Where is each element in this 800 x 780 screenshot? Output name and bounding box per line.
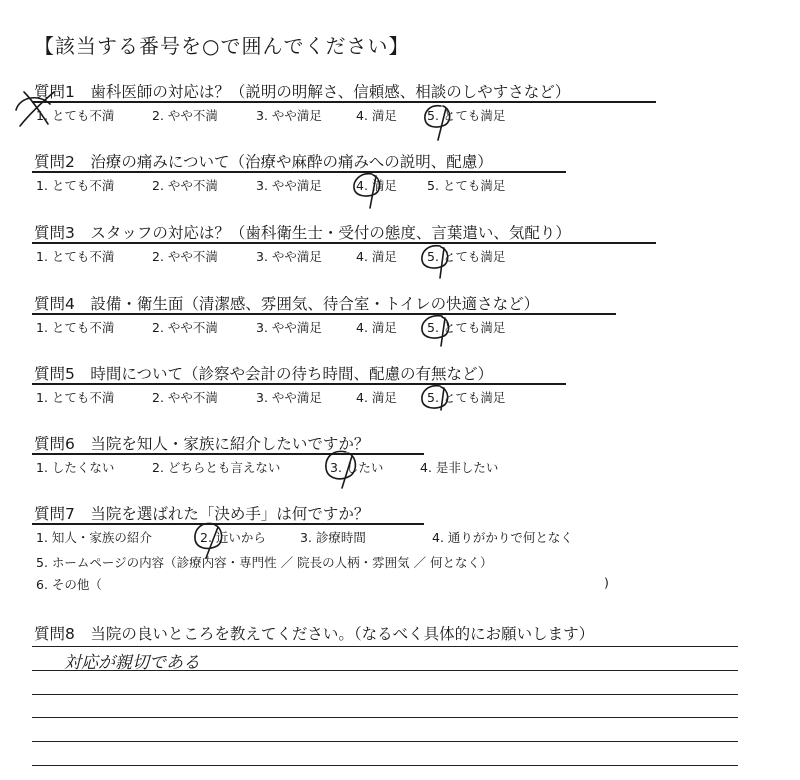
q6-option-3[interactable]: 3. したい — [330, 460, 384, 475]
q7-option-4[interactable]: 4. 通りがかりで何となく — [432, 530, 573, 545]
q1-selection-circle — [425, 106, 450, 140]
q3-selection-circle — [422, 246, 448, 278]
q5-option-5[interactable]: 5. とても満足 — [427, 390, 506, 405]
q2-option-2[interactable]: 2. やや不満 — [152, 178, 218, 193]
q4-option-1[interactable]: 1. とても不満 — [36, 320, 115, 335]
question-4-label: 質問4 設備・衛生面（清潔感、雰囲気、待合室・トイレの快適さなど） — [34, 295, 540, 313]
q5-selection-circle — [422, 386, 448, 410]
q4-option-5[interactable]: 5. とても満足 — [427, 320, 506, 335]
q2-option-3[interactable]: 3. やや満足 — [256, 178, 322, 193]
q5-option-2[interactable]: 2. やや不満 — [152, 390, 218, 405]
q6-option-2[interactable]: 2. どちらとも言えない — [152, 460, 281, 475]
q4-selection-circle — [422, 316, 449, 346]
q7-option-5[interactable]: 5. ホームページの内容（診療内容・専門性 ／ 院長の人柄・雰囲気 ／ 何となく） — [36, 555, 493, 570]
q4-option-2[interactable]: 2. やや不満 — [152, 320, 218, 335]
q1-crossout-mark — [16, 92, 54, 126]
question-7-label: 質問7 当院を選ばれた「決め手」は何ですか？ — [34, 505, 370, 523]
q1-option-4[interactable]: 4. 満足 — [356, 108, 397, 123]
q3-option-3[interactable]: 3. やや満足 — [256, 249, 322, 264]
q7-option-3[interactable]: 3. 診療時間 — [300, 530, 366, 545]
q5-option-4[interactable]: 4. 満足 — [356, 390, 397, 405]
q6-selection-circle — [326, 451, 356, 488]
q7-option-1[interactable]: 1. 知人・家族の紹介 — [36, 530, 152, 545]
q2-selection-circle — [354, 174, 380, 208]
q2-option-4[interactable]: 4. 満足 — [356, 178, 397, 193]
q1-option-2[interactable]: 2. やや不満 — [152, 108, 218, 123]
q3-option-5[interactable]: 5. とても満足 — [427, 249, 506, 264]
q3-option-1[interactable]: 1. とても不満 — [36, 249, 115, 264]
question-6-label: 質問6 当院を知人・家族に紹介したいですか？ — [34, 435, 370, 453]
q7-option-2[interactable]: 2. 近いから — [200, 530, 266, 545]
q3-option-2[interactable]: 2. やや不満 — [152, 249, 218, 264]
form-title: 【該当する番号を○で囲んでください】 — [34, 34, 410, 58]
q3-option-4[interactable]: 4. 満足 — [356, 249, 397, 264]
question-2-label: 質問2 治療の痛みについて（治療や麻酔の痛みへの説明、配慮） — [34, 153, 493, 171]
question-5-label: 質問5 時間について（診察や会計の待ち時間、配慮の有無など） — [34, 365, 494, 383]
q6-option-4[interactable]: 4. 是非したい — [420, 460, 499, 475]
q4-option-4[interactable]: 4. 満足 — [356, 320, 397, 335]
q1-option-1[interactable]: 1. とても不満 — [36, 108, 115, 123]
q2-option-1[interactable]: 1. とても不満 — [36, 178, 115, 193]
question-3-label: 質問3 スタッフの対応は？（歯科衛生士・受付の態度、言葉遣い、気配り） — [34, 224, 571, 242]
q1-option-3[interactable]: 3. やや満足 — [256, 108, 322, 123]
q7-option-6[interactable]: 6. その他（ — [36, 577, 102, 592]
question-1-label: 質問1 歯科医師の対応は？（説明の明解さ、信頼感、相談のしやすさなど） — [34, 83, 571, 101]
handwritten-answer[interactable]: 対応が親切である — [64, 653, 200, 673]
question-8-label: 質問8 当院の良いところを教えてください。（なるべく具体的にお願いします） — [34, 625, 595, 643]
q4-option-3[interactable]: 3. やや満足 — [256, 320, 322, 335]
q7-option-6-close-paren: ) — [604, 575, 609, 590]
q2-option-5[interactable]: 5. とても満足 — [427, 178, 506, 193]
q1-option-5[interactable]: 5. とても満足 — [427, 108, 506, 123]
q5-option-3[interactable]: 3. やや満足 — [256, 390, 322, 405]
q7-selection-circle — [195, 523, 222, 558]
q5-option-1[interactable]: 1. とても不満 — [36, 390, 115, 405]
q6-option-1[interactable]: 1. したくない — [36, 460, 115, 475]
